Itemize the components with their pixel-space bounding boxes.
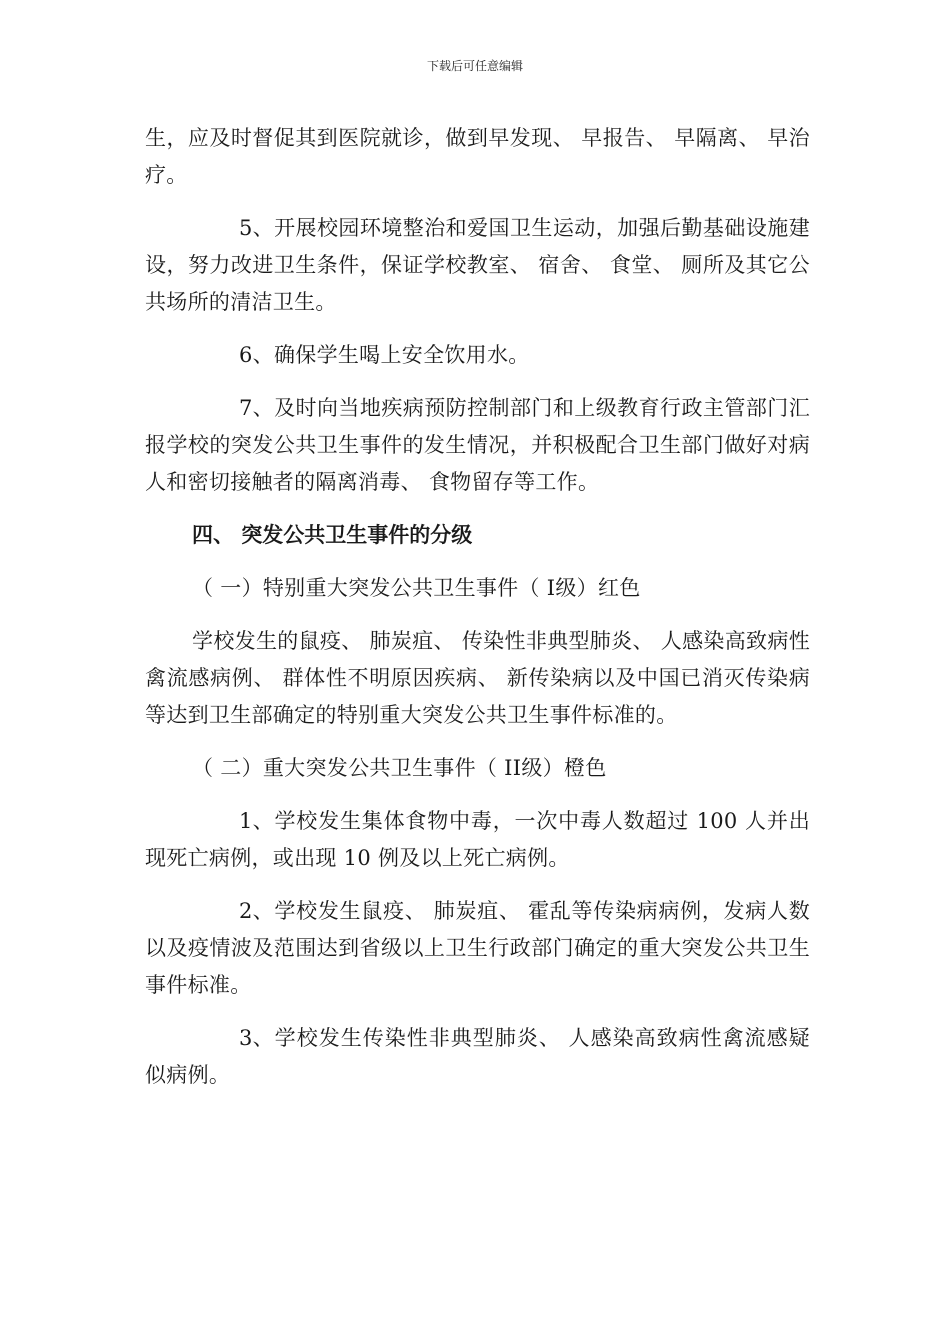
subsection-heading-level-1: （ 一）特别重大突发公共卫生事件（ Ⅰ级）红色 [192,576,641,600]
list-number: 3、 [239,1026,274,1050]
list-item-text: 确保学生喝上安全饮用水。 [273,343,530,367]
list-number: 7、 [239,396,274,420]
list-item-7 [145,390,810,501]
subsection-heading-level-2: （ 二）重大突发公共卫生事件（ II级）橙色 [192,756,607,780]
section-heading: 四、 突发公共卫生事件的分级 [192,523,473,547]
list-number: 6、 [239,343,274,367]
list-item-3 [145,1020,810,1094]
list-item-5 [145,210,810,321]
list-number: 1、 [239,809,274,833]
list-item-text: 学校发生鼠疫、 肺炭疽、 霍乱等传染病病例，发病人数以及疫情波及范围达到省级以上卫生行政部门确定的重大突发公共卫生事件标准。 [145,899,810,997]
list-number: 2、 [239,899,274,923]
list-number: 5、 [239,216,274,240]
list-item-1 [145,803,810,877]
list-item-text: 开展校园环境整治和爱国卫生运动，加强后勤基础设施建设，努力改进卫生条件，保证学校教室、 宿舍、 食堂、 厕所及其它公共场所的清洁卫生。 [145,216,810,314]
document-body [145,120,810,1110]
page-header: 下载后可任意编辑 [426,59,523,73]
list-item-text: 及时向当地疾病预防控制部门和上级教育行政主管部门汇报学校的突发公共卫生事件的发生情况，并积极配合卫生部门做好对病人和密切接触者的隔离消毒、 食物留存等工作。 [145,396,810,494]
list-item-text: 学校发生传染性非典型肺炎、 人感染高致病性禽流感疑似病例。 [145,1026,810,1087]
paragraph-level-1-description: 学校发生的鼠疫、 肺炭疽、 传染性非典型肺炎、 人感染高致病性禽流感病例、 群体性不明原因疾病、 新传染病以及中国已消灭传染病等达到卫生部确定的特别重大突发公共卫生事件标准的。 [145,629,810,727]
list-item-text: 学校发生集体食物中毒，一次中毒人数超过 100 人并出现死亡病例，或出现 10 例及以上死亡病例。 [145,809,810,870]
list-item-2 [145,893,810,1004]
list-item-6 [145,337,810,374]
paragraph-continuation: 生，应及时督促其到医院就诊，做到早发现、 早报告、 早隔离、 早治疗。 [145,126,810,187]
